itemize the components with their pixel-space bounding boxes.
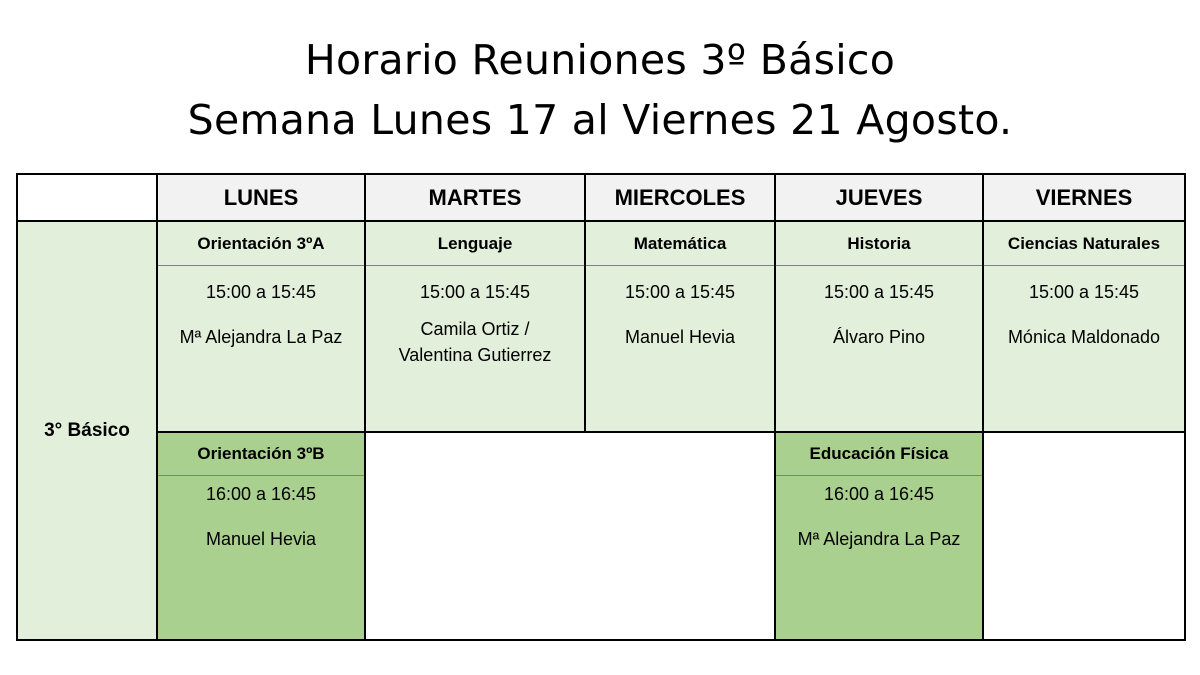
subject-lunes-1: Orientación 3ºA	[157, 221, 365, 266]
header-martes: MARTES	[365, 174, 585, 221]
grid-line	[156, 173, 158, 641]
grid-line	[157, 431, 1185, 433]
slot-time: 16:00 a 16:45	[205, 484, 317, 504]
grid-line	[364, 173, 366, 641]
slot-teacher: Mª Alejandra La Paz	[797, 529, 961, 549]
header-miercoles: MIERCOLES	[585, 174, 775, 221]
header-viernes: VIERNES	[983, 174, 1185, 221]
slot-time: 15:00 a 15:45	[419, 282, 531, 302]
subject-viernes-1: Ciencias Naturales	[983, 221, 1185, 266]
header-jueves: JUEVES	[775, 174, 983, 221]
slot-time: 15:00 a 15:45	[205, 282, 317, 302]
slot-jueves-1	[775, 266, 983, 432]
grid-line	[157, 265, 1185, 266]
slot-teacher: Mónica Maldonado	[1007, 327, 1161, 347]
slot-miercoles-1	[585, 266, 775, 432]
subject-martes-1: Lenguaje	[365, 221, 585, 266]
grid-line	[982, 173, 984, 641]
slot-teacher-line2: Valentina Gutierrez	[398, 345, 552, 366]
grid-line	[16, 173, 18, 641]
grid-line	[774, 173, 776, 641]
page-title-line2: Semana Lunes 17 al Viernes 21 Agosto.	[187, 96, 1013, 144]
page-title-line1: Horario Reuniones 3º Básico	[304, 36, 896, 84]
subject-lunes-2: Orientación 3ºB	[157, 432, 365, 476]
slot-teacher: Álvaro Pino	[832, 327, 926, 347]
empty-martes-miercoles-2	[365, 432, 775, 640]
slot-time: 16:00 a 16:45	[823, 484, 935, 504]
slot-time: 15:00 a 15:45	[624, 282, 736, 302]
grid-line	[1184, 173, 1186, 641]
slot-teacher: Manuel Hevia	[624, 327, 736, 347]
slot-teacher: Mª Alejandra La Paz	[179, 327, 343, 347]
slot-teacher-line1: Camila Ortiz /	[420, 319, 530, 339]
grid-line	[16, 220, 1186, 222]
grid-line	[775, 475, 983, 476]
grid-line	[16, 639, 1186, 641]
header-lunes: LUNES	[157, 174, 365, 221]
slot-time: 15:00 a 15:45	[1028, 282, 1140, 302]
slot-time: 15:00 a 15:45	[823, 282, 935, 302]
row-label-3-basico: 3° Básico	[17, 221, 157, 640]
slot-teacher: Manuel Hevia	[205, 529, 317, 549]
slot-viernes-1	[983, 266, 1185, 432]
subject-miercoles-1: Matemática	[585, 221, 775, 266]
subject-jueves-1: Historia	[775, 221, 983, 266]
empty-viernes-2	[983, 432, 1185, 640]
slot-martes-1	[365, 266, 585, 432]
grid-line	[584, 173, 586, 432]
grid-line	[16, 173, 1186, 175]
slot-jueves-2	[775, 476, 983, 640]
subject-jueves-2: Educación Física	[775, 432, 983, 476]
grid-line	[157, 475, 365, 476]
slot-lunes-2	[157, 476, 365, 640]
slot-lunes-1	[157, 266, 365, 432]
header-corner	[17, 174, 157, 221]
